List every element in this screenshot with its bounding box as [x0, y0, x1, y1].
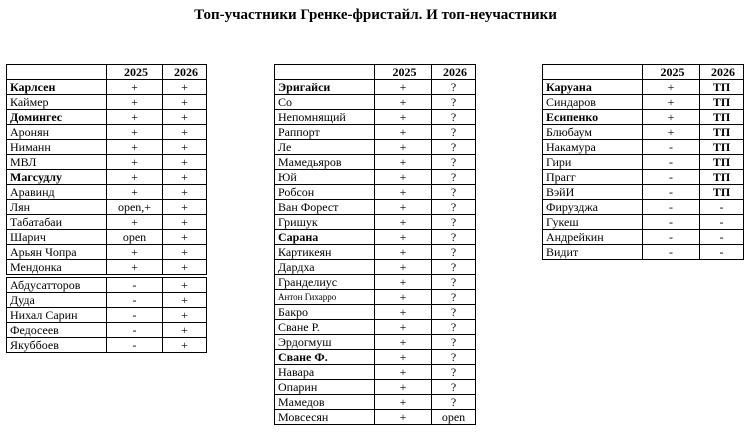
- status-2026: +: [163, 308, 207, 323]
- player-name: Якуббоев: [7, 338, 107, 353]
- status-2026: ?: [432, 290, 476, 305]
- player-name: Каруана: [543, 80, 643, 95]
- status-2025: -: [643, 200, 700, 215]
- status-2026: -: [700, 230, 744, 245]
- header-2026: 2026: [432, 65, 476, 80]
- status-2025: +: [107, 155, 163, 170]
- status-2026: +: [163, 95, 207, 110]
- table-row: [7, 125, 207, 140]
- player-name: Гири: [543, 155, 643, 170]
- status-2026: ?: [432, 185, 476, 200]
- status-2026: +: [163, 200, 207, 215]
- status-2025: -: [643, 170, 700, 185]
- status-2025: -: [107, 323, 163, 338]
- status-2026: +: [163, 338, 207, 353]
- table-row: [275, 335, 476, 350]
- table-row: [7, 293, 207, 308]
- header-2025: 2025: [107, 65, 163, 80]
- status-2026: +: [163, 155, 207, 170]
- player-name: Синдаров: [543, 95, 643, 110]
- status-2026: ?: [432, 305, 476, 320]
- status-2025: +: [375, 215, 432, 230]
- table-row: [275, 230, 476, 245]
- header-2026: 2026: [163, 65, 207, 80]
- player-name: Раппорт: [275, 125, 375, 140]
- status-2025: -: [107, 338, 163, 353]
- player-name: Ниманн: [7, 140, 107, 155]
- player-name: Арьян Чопра: [7, 245, 107, 260]
- status-2026: ?: [432, 110, 476, 125]
- status-2025: +: [107, 245, 163, 260]
- status-2025: -: [643, 140, 700, 155]
- table-row: [275, 215, 476, 230]
- uncertain-table: [274, 64, 476, 425]
- player-name: Домингес: [7, 110, 107, 125]
- status-2025: +: [375, 110, 432, 125]
- status-2026: ТП: [700, 140, 744, 155]
- player-name: Табатабаи: [7, 215, 107, 230]
- status-2025: +: [375, 275, 432, 290]
- player-name: Дуда: [7, 293, 107, 308]
- status-2025: +: [107, 125, 163, 140]
- table-row: [543, 200, 744, 215]
- table-row: [275, 290, 476, 305]
- status-2025: +: [107, 140, 163, 155]
- player-name: Сарана: [275, 230, 375, 245]
- status-2026: ТП: [700, 95, 744, 110]
- table-row: [275, 305, 476, 320]
- status-2025: -: [107, 308, 163, 323]
- status-2025: +: [107, 215, 163, 230]
- player-name: Эрдогмуш: [275, 335, 375, 350]
- header-name-cell: [543, 65, 643, 80]
- status-2026: +: [163, 293, 207, 308]
- status-2026: +: [163, 323, 207, 338]
- status-2026: +: [163, 185, 207, 200]
- player-name: Магсудлу: [7, 170, 107, 185]
- status-2025: +: [375, 125, 432, 140]
- status-2025: +: [107, 110, 163, 125]
- status-2025: +: [375, 335, 432, 350]
- table-row: [275, 350, 476, 365]
- player-name: Карлсен: [7, 80, 107, 95]
- status-2025: +: [375, 380, 432, 395]
- status-2025: +: [375, 395, 432, 410]
- status-2026: open: [432, 410, 476, 425]
- player-name: Прагг: [543, 170, 643, 185]
- status-2025: +: [107, 95, 163, 110]
- status-2025: +: [375, 305, 432, 320]
- table-row: [275, 110, 476, 125]
- participants-table: [6, 64, 207, 353]
- player-name: Со: [275, 95, 375, 110]
- status-2026: ТП: [700, 110, 744, 125]
- status-2025: +: [375, 365, 432, 380]
- table-row: [543, 185, 744, 200]
- player-name: Сване Р.: [275, 320, 375, 335]
- player-name: ВэйИ: [543, 185, 643, 200]
- player-name: Навара: [275, 365, 375, 380]
- page-title: Топ-участники Гренке-фристайл. И топ-неучастники: [194, 7, 557, 23]
- player-name: Нихал Сарин: [7, 308, 107, 323]
- status-2025: +: [107, 260, 163, 277]
- table-row: [7, 110, 207, 125]
- status-2026: ?: [432, 125, 476, 140]
- status-2025: +: [643, 125, 700, 140]
- table-row: [275, 275, 476, 290]
- status-2026: ?: [432, 95, 476, 110]
- status-2026: ТП: [700, 185, 744, 200]
- table-row: [275, 95, 476, 110]
- table-row: [275, 200, 476, 215]
- status-2025: +: [643, 80, 700, 95]
- player-name: Лян: [7, 200, 107, 215]
- status-2026: ?: [432, 350, 476, 365]
- status-2025: +: [375, 260, 432, 275]
- player-name: Андрейкин: [543, 230, 643, 245]
- table-row: [7, 170, 207, 185]
- status-2025: +: [107, 170, 163, 185]
- status-2026: ТП: [700, 80, 744, 95]
- player-name: Антон Гихарро: [275, 290, 375, 305]
- player-name: Сване Ф.: [275, 350, 375, 365]
- table-row: [275, 80, 476, 95]
- status-2026: ?: [432, 395, 476, 410]
- table-row: [543, 155, 744, 170]
- status-2025: +: [375, 410, 432, 425]
- status-2026: -: [700, 215, 744, 230]
- player-name: Бакро: [275, 305, 375, 320]
- table-row: [543, 170, 744, 185]
- player-name: Шарич: [7, 230, 107, 245]
- table-row: [275, 170, 476, 185]
- status-2025: +: [375, 95, 432, 110]
- player-name: Мендонка: [7, 260, 107, 277]
- table-row: [275, 245, 476, 260]
- status-2026: ?: [432, 200, 476, 215]
- status-2025: +: [375, 155, 432, 170]
- status-2025: -: [643, 215, 700, 230]
- player-name: Абдусатторов: [7, 276, 107, 293]
- status-2026: ?: [432, 260, 476, 275]
- status-2025: +: [375, 140, 432, 155]
- player-name: Робсон: [275, 185, 375, 200]
- table-row: [7, 230, 207, 245]
- status-2026: ?: [432, 320, 476, 335]
- status-2026: -: [700, 245, 744, 260]
- status-2026: ?: [432, 230, 476, 245]
- table-row: [275, 320, 476, 335]
- player-name: Ле: [275, 140, 375, 155]
- player-name: Мовсесян: [275, 410, 375, 425]
- status-2025: +: [375, 200, 432, 215]
- table-row: [7, 200, 207, 215]
- table-row: [275, 395, 476, 410]
- status-2026: +: [163, 276, 207, 293]
- status-2025: +: [643, 95, 700, 110]
- player-name: Мамедьяров: [275, 155, 375, 170]
- player-name: Накамура: [543, 140, 643, 155]
- table-row: [7, 140, 207, 155]
- player-name: Эригайси: [275, 80, 375, 95]
- player-name: Каймер: [7, 95, 107, 110]
- status-2025: +: [375, 290, 432, 305]
- header-2025: 2025: [375, 65, 432, 80]
- table-row: [275, 155, 476, 170]
- status-2026: +: [163, 245, 207, 260]
- status-2025: +: [375, 320, 432, 335]
- table-row: [543, 215, 744, 230]
- player-name: Юй: [275, 170, 375, 185]
- status-2026: -: [700, 200, 744, 215]
- player-name: Гришук: [275, 215, 375, 230]
- status-2026: ?: [432, 215, 476, 230]
- table-row: [7, 155, 207, 170]
- status-2026: ?: [432, 140, 476, 155]
- status-2025: -: [643, 230, 700, 245]
- status-2026: ?: [432, 275, 476, 290]
- player-name: Гукеш: [543, 215, 643, 230]
- status-2025: +: [107, 185, 163, 200]
- table-row: [7, 260, 207, 277]
- table-row: [7, 276, 207, 293]
- table-row: [543, 140, 744, 155]
- status-2026: ?: [432, 80, 476, 95]
- table-row: [7, 245, 207, 260]
- table-row: [543, 245, 744, 260]
- table-row: [7, 95, 207, 110]
- table-row: [543, 80, 744, 95]
- header-row: [543, 65, 744, 80]
- player-name: Опарин: [275, 380, 375, 395]
- status-2026: ТП: [700, 155, 744, 170]
- status-2025: -: [107, 293, 163, 308]
- header-2025: 2025: [643, 65, 700, 80]
- table-row: [7, 338, 207, 353]
- table-row: [275, 185, 476, 200]
- status-2025: +: [375, 80, 432, 95]
- table-row: [543, 95, 744, 110]
- status-2025: +: [107, 80, 163, 95]
- player-name: Картикеян: [275, 245, 375, 260]
- table-row: [275, 410, 476, 425]
- status-2026: +: [163, 80, 207, 95]
- status-2026: +: [163, 170, 207, 185]
- player-name: Видит: [543, 245, 643, 260]
- table-row: [7, 308, 207, 323]
- player-name: Мамедов: [275, 395, 375, 410]
- status-2025: +: [375, 185, 432, 200]
- status-2026: ?: [432, 170, 476, 185]
- status-2025: open,+: [107, 200, 163, 215]
- player-name: Есипенко: [543, 110, 643, 125]
- status-2025: +: [375, 245, 432, 260]
- status-2025: -: [643, 155, 700, 170]
- player-name: Дардха: [275, 260, 375, 275]
- status-2026: ?: [432, 365, 476, 380]
- table-row: [275, 140, 476, 155]
- header-name-cell: [275, 65, 375, 80]
- table-row: [7, 185, 207, 200]
- player-name: Фирузджа: [543, 200, 643, 215]
- status-2025: +: [375, 350, 432, 365]
- status-2026: +: [163, 215, 207, 230]
- table-row: [275, 365, 476, 380]
- status-2026: +: [163, 110, 207, 125]
- player-name: Непомнящий: [275, 110, 375, 125]
- status-2026: ?: [432, 245, 476, 260]
- header-name-cell: [7, 65, 107, 80]
- table-row: [275, 380, 476, 395]
- table-row: [7, 323, 207, 338]
- status-2025: open: [107, 230, 163, 245]
- status-2026: ?: [432, 380, 476, 395]
- table-row: [7, 80, 207, 95]
- status-2026: +: [163, 125, 207, 140]
- header-2026: 2026: [700, 65, 744, 80]
- player-name: Ван Форест: [275, 200, 375, 215]
- status-2026: ТП: [700, 170, 744, 185]
- status-2026: +: [163, 140, 207, 155]
- player-name: Гранделиус: [275, 275, 375, 290]
- status-2026: ?: [432, 335, 476, 350]
- status-2025: +: [375, 170, 432, 185]
- table-row: [543, 230, 744, 245]
- status-2025: +: [375, 230, 432, 245]
- player-name: Аронян: [7, 125, 107, 140]
- player-name: Блюбаум: [543, 125, 643, 140]
- status-2026: +: [163, 230, 207, 245]
- status-2025: -: [643, 245, 700, 260]
- status-2026: ТП: [700, 125, 744, 140]
- status-2026: ?: [432, 155, 476, 170]
- table-row: [543, 110, 744, 125]
- status-2025: +: [643, 110, 700, 125]
- header-row: [275, 65, 476, 80]
- status-2026: +: [163, 260, 207, 277]
- table-row: [7, 215, 207, 230]
- header-row: [7, 65, 207, 80]
- table-row: [543, 125, 744, 140]
- player-name: МВЛ: [7, 155, 107, 170]
- table-row: [275, 125, 476, 140]
- table-row: [275, 260, 476, 275]
- non-participants-table: [542, 64, 744, 260]
- player-name: Аравинд: [7, 185, 107, 200]
- status-2025: -: [107, 276, 163, 293]
- status-2025: -: [643, 185, 700, 200]
- player-name: Федосеев: [7, 323, 107, 338]
